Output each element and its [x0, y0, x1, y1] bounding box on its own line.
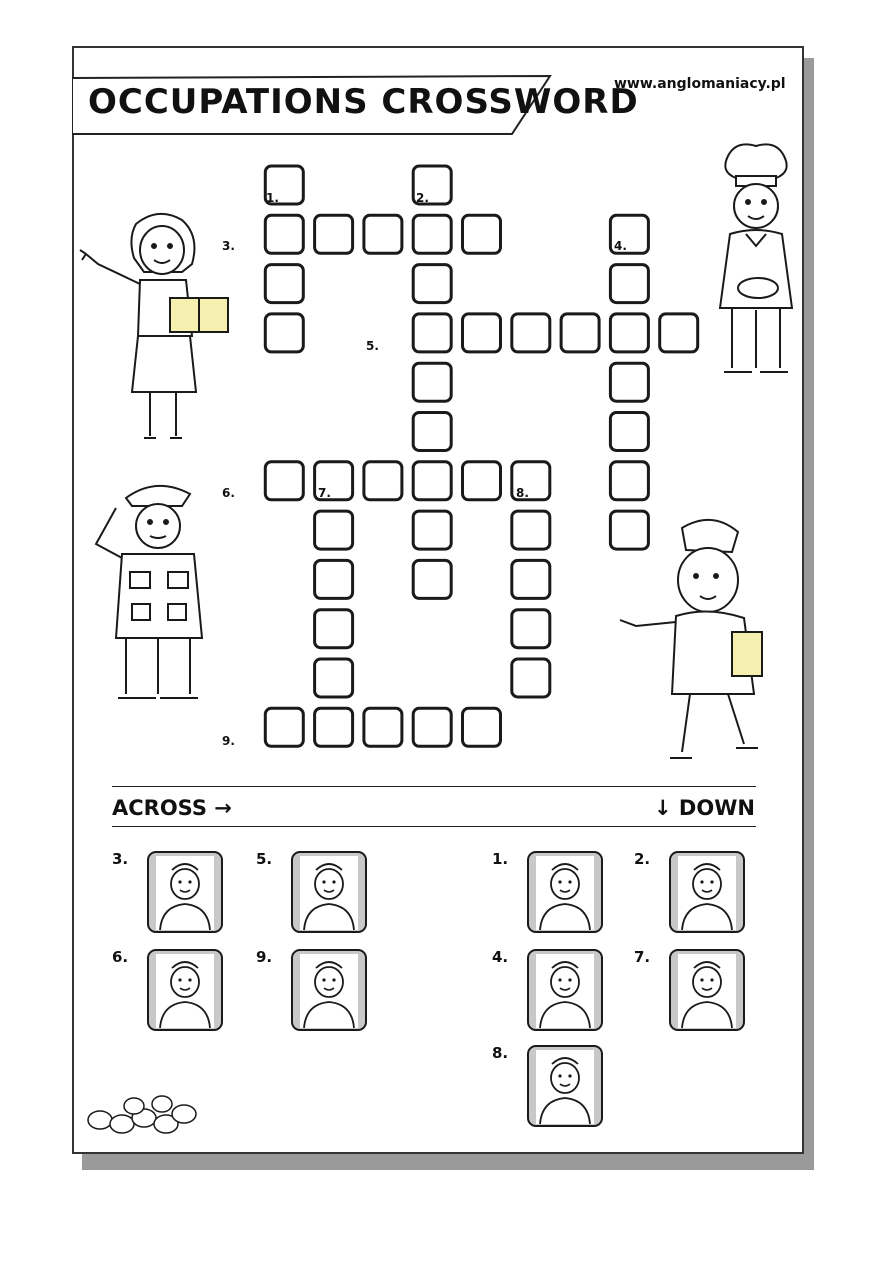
crossword-cell[interactable]	[610, 265, 648, 303]
website-url: www.anglomaniacy.pl	[614, 76, 786, 92]
clue-number: 5.	[256, 850, 273, 868]
crossword-cell[interactable]	[463, 215, 501, 253]
grid-number-4: 4.	[614, 239, 627, 253]
builder-icon	[290, 850, 368, 934]
teacher-icon	[526, 948, 604, 1032]
clue-number: 8.	[492, 1044, 509, 1062]
crossword-cell[interactable]	[413, 708, 451, 746]
cook-icon	[526, 850, 604, 934]
farmer-icon	[290, 948, 368, 1032]
grid-number-2: 2.	[416, 191, 429, 205]
crossword-cell[interactable]	[512, 511, 550, 549]
crossword-cell[interactable]	[265, 265, 303, 303]
crossword-cell[interactable]	[315, 708, 353, 746]
flowers-decoration	[86, 1094, 198, 1134]
crossword-cell[interactable]	[463, 314, 501, 352]
clue-number: 2.	[634, 850, 651, 868]
clue-number: 9.	[256, 948, 273, 966]
crossword-cell[interactable]	[364, 708, 402, 746]
crossword-cell[interactable]	[463, 462, 501, 500]
crossword-cell[interactable]	[315, 462, 353, 500]
clue-number: 6.	[112, 948, 129, 966]
across-heading: ACROSS →	[112, 796, 232, 820]
crossword-cell[interactable]	[315, 511, 353, 549]
clue-number: 1.	[492, 850, 509, 868]
teacher-figure	[78, 206, 238, 446]
grid-number-7: 7.	[318, 486, 331, 500]
clue-down-4	[492, 948, 632, 1038]
crossword-cell[interactable]	[413, 314, 451, 352]
clue-across-9	[256, 948, 396, 1038]
crossword-cell[interactable]	[265, 215, 303, 253]
crossword-cell[interactable]	[561, 314, 599, 352]
crossword-cell[interactable]	[315, 659, 353, 697]
crossword-cell[interactable]	[512, 659, 550, 697]
crossword-cell[interactable]	[413, 215, 451, 253]
clue-across-3	[112, 850, 252, 940]
grid-number-9: 9.	[222, 734, 235, 748]
clue-down-7	[634, 948, 774, 1038]
policeman-figure	[86, 468, 226, 708]
clue-number: 4.	[492, 948, 509, 966]
clue-across-6	[112, 948, 252, 1038]
crossword-cell[interactable]	[413, 166, 451, 204]
grid-number-1: 1.	[266, 191, 279, 205]
section-rule-top	[112, 786, 756, 787]
clue-across-5	[256, 850, 396, 940]
clue-number: 7.	[634, 948, 651, 966]
crossword-cell[interactable]	[413, 413, 451, 451]
crossword-cell[interactable]	[610, 462, 648, 500]
nurse-icon	[526, 1044, 604, 1128]
crossword-cell[interactable]	[315, 610, 353, 648]
crossword-cell[interactable]	[413, 462, 451, 500]
cook-figure	[706, 138, 806, 378]
crossword-cell[interactable]	[315, 560, 353, 598]
grid-number-5: 5.	[366, 339, 379, 353]
crossword-cell[interactable]	[265, 166, 303, 204]
crossword-cell[interactable]	[660, 314, 698, 352]
crossword-cell[interactable]	[413, 265, 451, 303]
crossword-cell[interactable]	[413, 363, 451, 401]
crossword-cell[interactable]	[610, 215, 648, 253]
crossword-cell[interactable]	[265, 462, 303, 500]
doctor-icon	[146, 850, 224, 934]
postman-icon	[146, 948, 224, 1032]
crossword-cell[interactable]	[512, 462, 550, 500]
down-heading: ↓ DOWN	[654, 796, 755, 820]
crossword-cell[interactable]	[610, 314, 648, 352]
clue-down-2	[634, 850, 774, 940]
grid-number-3: 3.	[222, 239, 235, 253]
section-rule-bottom	[112, 826, 756, 827]
clue-down-8	[492, 1044, 632, 1134]
crossword-cell[interactable]	[265, 708, 303, 746]
grid-number-8: 8.	[516, 486, 529, 500]
page-title: OCCUPATIONS CROSSWORD	[88, 82, 639, 122]
crossword-cell[interactable]	[413, 511, 451, 549]
crossword-cell[interactable]	[610, 363, 648, 401]
crossword-cell[interactable]	[265, 314, 303, 352]
policeman-icon	[668, 850, 746, 934]
crossword-cell[interactable]	[512, 610, 550, 648]
crossword-cell[interactable]	[315, 215, 353, 253]
nurse-figure	[612, 508, 782, 770]
crossword-cell[interactable]	[364, 215, 402, 253]
crossword-cell[interactable]	[413, 560, 451, 598]
crossword-cell[interactable]	[610, 413, 648, 451]
crossword-cell[interactable]	[463, 708, 501, 746]
crossword-cell[interactable]	[364, 462, 402, 500]
hairdresser-icon	[668, 948, 746, 1032]
clue-down-1	[492, 850, 632, 940]
crossword-cell[interactable]	[512, 314, 550, 352]
grid-number-6: 6.	[222, 486, 235, 500]
crossword-cell[interactable]	[512, 560, 550, 598]
clue-number: 3.	[112, 850, 129, 868]
